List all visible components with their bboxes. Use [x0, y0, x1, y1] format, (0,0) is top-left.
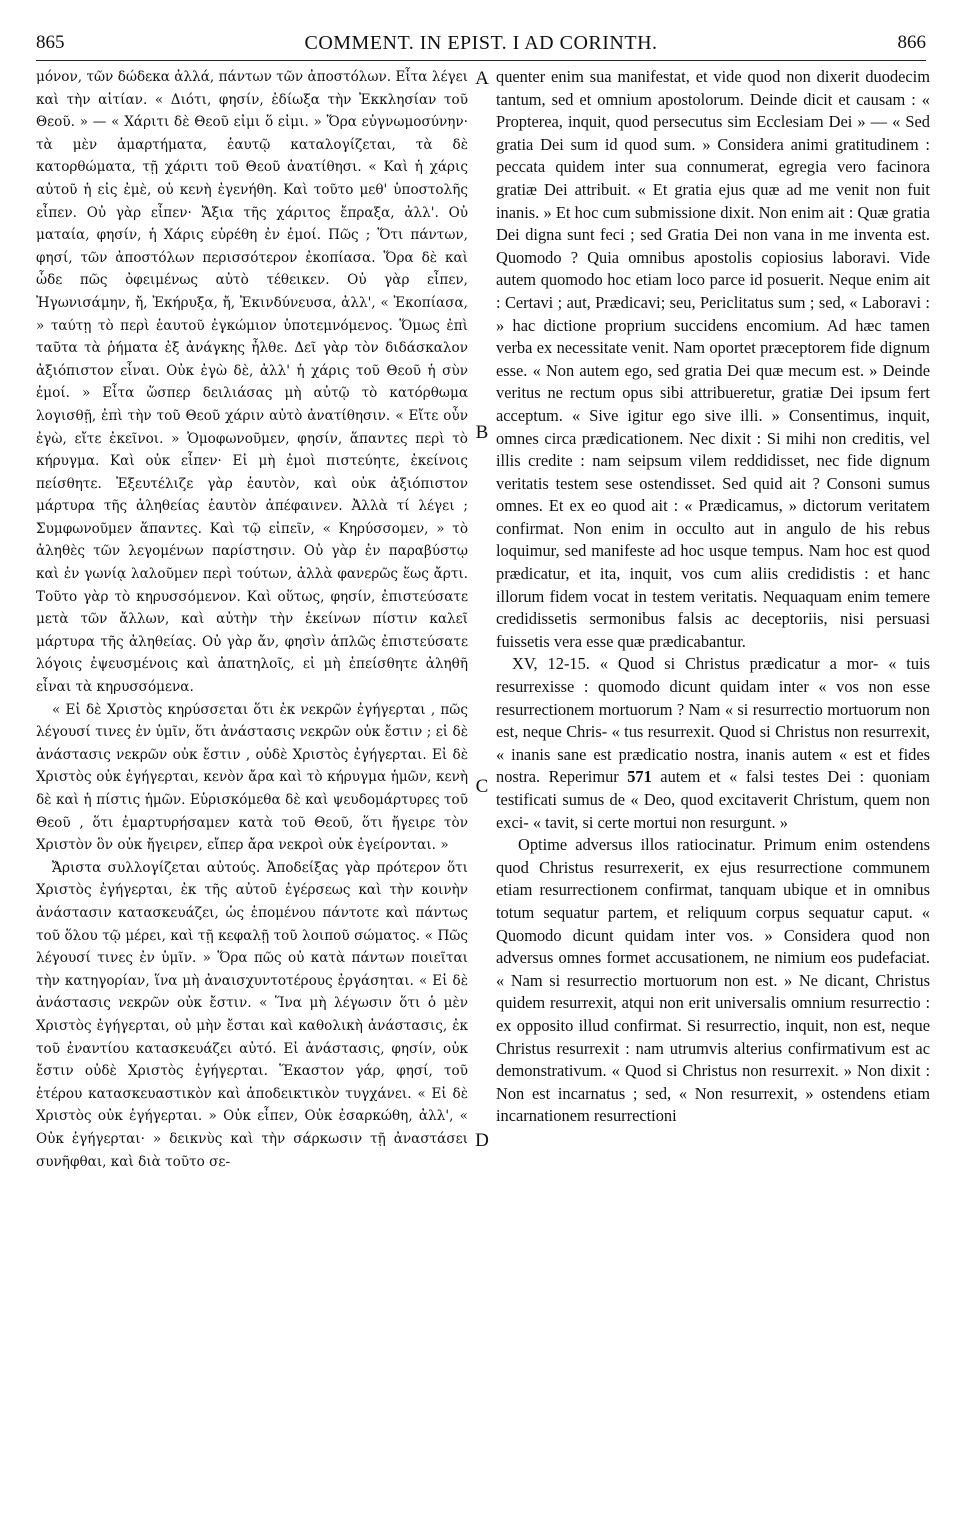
greek-paragraph: Ἄριστα συλλογίζεται αὐτούς. Ἀποδείξας γὰρ πρότερον ὅτι Χριστὸς ἐγήγερται, ἐκ τῆς αὐτοῦ ἐγέρσεως καὶ τὴν κοινὴν ἀνάστασιν κατασκευάζει, ὡς ἑπομένου πάντοτε καὶ πάντως τοῦ ὅλου τῷ μέρει, καὶ τῇ κεφαλῇ τοῦ λοιποῦ σώματος. « Πῶς λέγουσί τινες ἐν ὑμῖν. » Ὅρα πῶς οὐ κατὰ πάντων ποιεῖται τὴν κατηγορίαν, ἵνα μὴ ἀναισχυντοτέρους ἐργάσηται. « Εἰ δὲ ἀνάστασις νεκρῶν οὐκ ἔστιν. « Ἵνα μὴ λέγωσιν ὅτι ὁ μὲν Χριστὸς ἐγήγερται, οὐ μὴν ἔσται καὶ καθολικὴ ἀνάστασις, ἐκ τοῦ ἐναντίου κατασκευάζει αὐτό. Εἰ ἀνάστασις, φησίν, οὐκ ἔστιν οὐδὲ Χριστὸς ἐγήγερται. Ἕκαστον γάρ, φησί, τοῦ ἑτέρου κατασκευαστικὸν καὶ ἀποδεικτικὸν τυγχάνει. « Εἰ δὲ Χριστὸς οὐκ ἐγήγερται. » Οὐκ εἶπεν, Οὐκ ἐσαρκώθη, ἀλλ', « Οὐκ ἐγήγερται· » δεικνὺς καὶ τὴν σάρκωσιν τῇ ἀναστάσει συνῆφθαι, καὶ διὰ τοῦτο σε- [36, 859, 468, 1170]
quote-part-2: autem et « falsi testes Dei : quoniam testificati sumus de « Deo, quod excitaverit Christum, quem non exci- « tavit, si certe mortui non resurgunt. » [496, 767, 930, 832]
latin-paragraph: Optime adversus illos ratiocinatur. Primum enim ostendens quod Christus resurrexerit, ex ejus resurrectione communem etiam resurrectionem confirmat, tanquam ubique et in omnibus totum sequatur partem, et reliquum corpus sequatur caput. « Quomodo dicunt quidam inter vos. » Considera quod non adversus omnes formet accusationem, ne nimium eos pudefaciat. « Nam si resurrectio mortuorum non est. » Ne dicant, Christus quidem resurrexit, atqui non erit universalis omnium resurrectio : ex opposito illud confirmat. Si resurrectio, inquit, non est, neque Christus resurrexit : nam utrumvis alterius confirmativum est ac demonstrativum. « Quod si Christus non resurrexit. » Non dixit : Non est incarnatus ; sed, « Non resurrexit, » ostendens etiam incarnationem resurrectioni [496, 835, 930, 1126]
greek-column [36, 66, 468, 1173]
section-marker-a: A [475, 68, 489, 89]
section-marker-b: B [475, 422, 489, 443]
section-marker-c: C [475, 776, 489, 797]
latin-column [496, 66, 930, 1128]
page-number-left: 865 [36, 32, 65, 53]
latin-paragraph: quenter enim sua manifestat, et vide quod non dixerit duodecim tantum, sed et omnium apostolorum. Deinde dicit et causam : « Propterea, inquit, quod persecutus sim Ecclesiam Dei » — « Sed gratia Dei sum id quod sum. » Considera animi gratitudinem : peccata quidem inter sua connumerat, egregia vero facinora gratiæ Dei attribuit. « Et gratia ejus quæ ad me venit non fuit inanis. » Et hoc cum submissione dixit. Non enim ait : Quæ gratia Dei digna sunt feci ; sed Gratia Dei non vana in me inventa est. Quomodo ? Quia omnibus apostolis copiosius laboravi. Vide autem quomodo hoc etiam loco parce id posuerit. Neque enim ait : Certavi ; aut, Prædicavi; seu, Periclitatus sum ; sed, « Laboravi : » hac dictione proprium succidens encomium. Ad hæc tamen verba ex necessitate venit. Nam oportet præceptorem fide dignum esse. « Non autem ego, sed gratia Dei quæ mecum est. » Deinde veritus ne rectum opus sibi attribueretur, gratiæ Dei ipsum fert acceptum. « Sive igitur ego sive illi. » Consentimus, inquit, omnes circa prædicationem. Nec dixit : Si mihi non creditis, vel illis credite : nam seipsum vilem reddidisset, nec fide dignum veritatis testem sese ostendisset. Sed quid ait ? Consoni sumus omnes. Et ex eo quod ait : « Prædicamus, » dictorum veritatem confirmat. Non enim in occulto aut in angulo de his rebus loquimur, sed manifeste ad hoc usque tempus. Nam hoc est quod prædicatur, et ita, inquit, vos cum aliis credidistis : et hanc illorum fidem vocat in testem veritatis. Nequaquam enim temere credidissetis sermonibus falsis ac deceptoriis, nisi persuasi fuissetis vera esse quæ prædicabantur. [496, 67, 930, 651]
running-title: COMMENT. IN EPIST. I AD CORINTH. [304, 32, 658, 54]
section-marker-d: D [475, 1130, 489, 1151]
page-header [36, 30, 926, 61]
column-number: 571 [627, 767, 652, 787]
greek-paragraph: « Εἰ δὲ Χριστὸς κηρύσσεται ὅτι ἐκ νεκρῶν ἐγήγερται , πῶς λέγουσί τινες ἐν ὑμῖν, ὅτι ἀνάστασις νεκρῶν οὐκ ἔστιν ; εἰ δὲ ἀνάστασις νεκρῶν οὐκ ἔστιν , οὐδὲ Χριστὸς ἐγήγερται. Εἰ δὲ Χριστὸς οὐκ ἐγήγερται, κενὸν ἄρα καὶ τὸ κήρυγμα ἡμῶν, κενὴ δὲ καὶ ἡ πίστις ἡμῶν. Εὑρισκόμεθα δὲ καὶ ψευδομάρτυρες τοῦ Θεοῦ , ὅτι ἐμαρτυρήσαμεν κατὰ τοῦ Θεοῦ, ὅτι ἤγειρε τὸν Χριστὸν ὃν οὐκ ἤγειρεν, εἴπερ ἄρα νεκροὶ οὐκ ἐγείρονται. » [36, 701, 468, 854]
page-number-right: 866 [897, 32, 926, 53]
quote-part-1: XV, 12-15. « Quod si Christus prædicatur a mor- « tuis resurrexisse : quomodo dicunt quidam inter « vos non esse resurrectionem mortuorum ? Nam « si resurrectio mortuorum non est, neque Chris- « tus resurrexit. Quod si Christus non resurrexit, « inanis sane est prædicatio nostra, inanis autem « est et fides nostra. Reperimur [496, 654, 930, 787]
greek-paragraph: μόνον, τῶν δώδεκα ἀλλά, πάντων τῶν ἀποστόλων. Εἶτα λέγει καὶ τὴν αἰτίαν. « Διότι, φησίν, ἐδίωξα τὴν Ἐκκλησίαν τοῦ Θεοῦ. » — « Χάριτι δὲ Θεοῦ εἰμι ὅ εἰμι. » Ὅρα εὐγνωμοσύνην· τὰ μὲν ἁμαρτήματα, ἑαυτῷ καταλογίζεται, τὰ δὲ κατορθώματα, τῇ χάριτι τοῦ Θεοῦ ἀνατίθησι. « Καὶ ἡ χάρις αὐτοῦ ἡ εἰς ἐμὲ, οὐ κενὴ ἐγενήθη. Καὶ τοῦτο μεθ' ὑποστολῆς εἶπεν. Οὐ γὰρ εἶπεν· Ἄξια τῆς χάριτος ἔπραξα, ἀλλ'. Οὐ ματαία, φησίν, ἡ Χάρις εὑρέθη ἐν ἐμοί. Πῶς ; Ὅτι πάντων, φησί, τῶν ἀποστόλων περισσότερον ἐκοπίασα. Ὅρα δὲ καὶ ὧδε πῶς ὀφειμένως αὐτὸ τέθεικεν. Οὐ γὰρ εἶπεν, Ἠγωνισάμην, ἤ, Ἐκήρυξα, ἤ, Ἐκινδύνευσα, ἀλλ', « Ἐκοπίασα, » ταύτῃ τὸ περὶ ἑαυτοῦ ἐγκώμιον ὑποτεμνόμενος. Ὅμως ἐπὶ ταῦτα τὰ ῥήματα ἐξ ἀνάγκης ἦλθε. Δεῖ γὰρ τὸν διδάσκαλον ἀξιόπιστον εἶναι. Οὐκ ἐγὼ δὲ, ἀλλ' ἡ χάρις τοῦ Θεοῦ ἡ σὺν ἐμοί. » Εἶτα ὥσπερ δειλιάσας μὴ αὐτῷ τὸ κατόρθωμα λογισθῇ, ἐπὶ τὴν τοῦ Θεοῦ χάριν αὐτὸ ἀνατίθησιν. « Εἴτε οὖν ἐγὼ, εἴτε ἐκεῖνοι. » Ὁμοφωνοῦμεν, φησίν, ἅπαντες περὶ τὸ κήρυγμα. Καὶ οὐκ εἶπεν· Εἰ μὴ ἐμοὶ πιστεύητε, ἐκείνοις πείσθητε. Ἐξευτέλιζε γὰρ ἑαυτὸν, καὶ οὐκ ἀξιόπιστον μάρτυρα τῆς ἀληθείας ἑαυτὸν ἀπέφαινεν. Ἀλλὰ τί λέγει ; Συμφωνοῦμεν ἅπαντες. Καὶ τῷ εἰπεῖν, « Κηρύσσομεν, » τὸ ἀληθὲς τῶν λεγομένων παρίστησιν. Οὐ γὰρ ἐν παραβύστῳ καὶ ἐν γωνίᾳ λαλοῦμεν περὶ τούτων, ἀλλὰ φανερῶς ἕως ἄρτι. Τοῦτο γὰρ τὸ κηρυσσόμενον. Καὶ οὕτως, φησίν, ἐπιστεύσατε μετὰ τῶν ἄλλων, καὶ αὐτὴν τὴν ἐκείνων πίστιν καλεῖ μάρτυρα τῆς ἀληθείας. Οὐ γὰρ ἄν, φησὶν ἁπλῶς ἐπιστεύσατε λόγοις ἐψευσμένοις καὶ ἀπατηλοῖς, εἰ μὴ ἐπείσθητε ἀληθῆ εἶναι τὰ κηρυσσόμενα. [36, 69, 468, 696]
latin-scripture-quote [496, 653, 930, 834]
